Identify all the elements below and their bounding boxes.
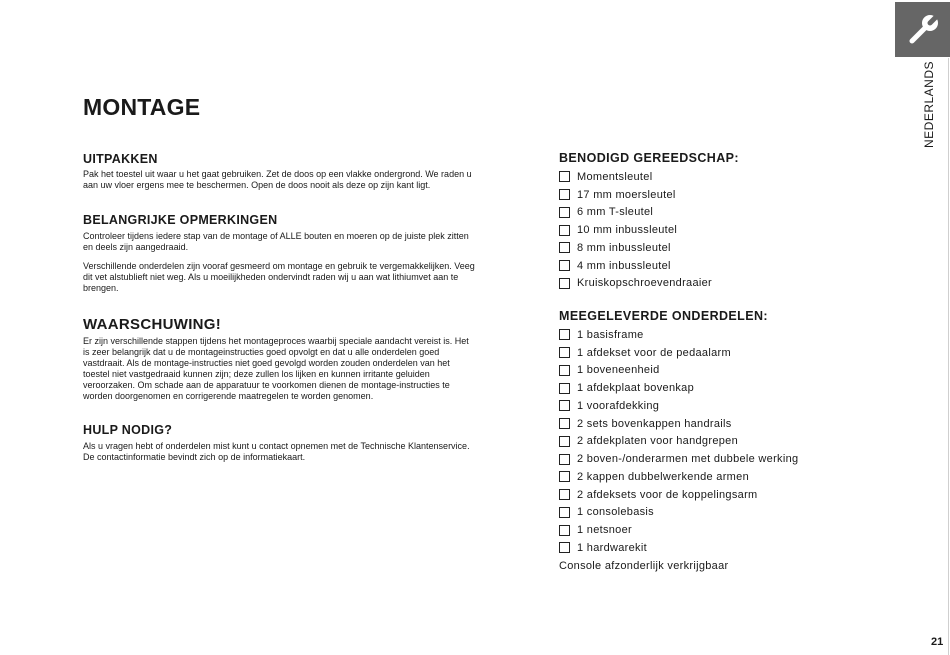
part-item [559, 468, 889, 486]
checkbox[interactable] [559, 242, 570, 253]
unpack-section [83, 152, 475, 191]
checkbox[interactable] [559, 383, 570, 394]
checkbox[interactable] [559, 418, 570, 429]
part-label: 2 sets bovenkappen handrails [577, 417, 732, 430]
tool-item [559, 186, 889, 204]
part-item [559, 450, 889, 468]
parts-note [559, 557, 889, 575]
tool-label: 4 mm inbussleutel [577, 259, 671, 272]
unpack-heading: UITPAKKEN [83, 152, 158, 166]
part-item [559, 433, 889, 451]
checkbox[interactable] [559, 207, 570, 218]
help-section [83, 423, 475, 463]
part-item [559, 326, 889, 344]
tool-label: 10 mm inbussleutel [577, 224, 678, 237]
tool-label: 17 mm moersleutel [577, 188, 676, 201]
part-label: 1 afdekplaat bovenkap [577, 382, 694, 395]
important-text-1: Controleer tijdens iedere stap van de montage of ALLE bouten en moeren op de juiste plek zitten en deels zijn aangedraaid. [83, 231, 469, 252]
checkbox[interactable] [559, 347, 570, 358]
part-item [559, 504, 889, 522]
checkbox[interactable] [559, 542, 570, 553]
checkbox[interactable] [559, 507, 570, 518]
important-text-2: Verschillende onderdelen zijn vooraf gesmeerd om montage en gebruik te vergemakkelijken. Veeg dit vet alstublieft niet weg. Als u moeilijkheden ondervindt raden wij u aan wat lithiumvet aan te brengen. [83, 261, 475, 293]
checkbox[interactable] [559, 260, 570, 271]
language-label: NEDERLANDS [922, 60, 936, 148]
tool-item [559, 275, 889, 293]
part-label: 2 kappen dubbelwerkende armen [577, 470, 749, 483]
checkbox[interactable] [559, 400, 570, 411]
checkbox[interactable] [559, 454, 570, 465]
tool-label: 6 mm T-sleutel [577, 206, 654, 219]
important-heading: BELANGRIJKE OPMERKINGEN [83, 213, 278, 227]
page-number: 21 [931, 636, 944, 648]
checkbox[interactable] [559, 329, 570, 340]
checkbox[interactable] [559, 436, 570, 447]
part-item [559, 486, 889, 504]
tools-heading: BENODIGD GEREEDSCHAP: [559, 151, 739, 165]
parts-note-text: Console afzonderlijk verkrijgbaar [559, 559, 729, 572]
warning-text: Er zijn verschillende stappen tijdens het montageproces waarbij speciale aandacht vereist is. Het is zeer belangrijk dat u de montageinstructies goed opvolgt en dat u alle onderdelen goed vastdraait. Als de montage-instructies niet goed gevolgd worden zouden onderdelen van het toestel niet vastgedraaid kunnen zijn; deze zullen los lijken en kunnen irritante geluiden veroorzaken. Om schade aan de apparatuur te voorkomen dienen de montage-instructies te worden doorgenomen en corrigerende maatregelen te worden genomen. [83, 336, 469, 401]
part-label: 1 consolebasis [577, 506, 654, 519]
part-label: 1 basisframe [577, 328, 644, 341]
language-tab [895, 2, 950, 57]
checkbox[interactable] [559, 225, 570, 236]
part-label: 1 netsnoer [577, 524, 632, 537]
checkbox[interactable] [559, 471, 570, 482]
wrench-icon [903, 10, 943, 50]
help-text: Als u vragen hebt of onderdelen mist kunt u contact opnemen met de Technische Klantenservice. De contactinformatie bevindt zich op de informatiekaart. [83, 441, 470, 462]
part-label: 2 afdekplaten voor handgrepen [577, 435, 738, 448]
tools-section [559, 151, 889, 292]
tool-item [559, 257, 889, 275]
page-title: MONTAGE [83, 94, 201, 120]
part-item [559, 521, 889, 539]
checkbox[interactable] [559, 189, 570, 200]
warning-heading: WAARSCHUWING! [83, 316, 222, 333]
checkbox[interactable] [559, 171, 570, 182]
help-heading: HULP NODIG? [83, 423, 173, 437]
tool-item [559, 221, 889, 239]
warning-section [83, 316, 475, 402]
part-item [559, 539, 889, 557]
tool-item [559, 204, 889, 222]
parts-heading: MEEGELEVERDE ONDERDELEN: [559, 309, 768, 323]
tool-label: Momentsleutel [577, 170, 653, 183]
parts-list [559, 326, 889, 575]
part-label: 1 boveneenheid [577, 364, 660, 377]
part-item [559, 344, 889, 362]
part-label: 1 hardwarekit [577, 541, 647, 554]
checkbox[interactable] [559, 365, 570, 376]
part-label: 1 afdekset voor de pedaalarm [577, 346, 731, 359]
part-item [559, 415, 889, 433]
margin-line [948, 58, 949, 655]
tool-label: Kruiskopschroevendraaier [577, 277, 712, 290]
tools-list [559, 168, 889, 292]
part-label: 1 voorafdekking [577, 399, 660, 412]
checkbox[interactable] [559, 278, 570, 289]
tool-item [559, 168, 889, 186]
tool-item [559, 239, 889, 257]
parts-section [559, 309, 889, 575]
unpack-text: Pak het toestel uit waar u het gaat gebruiken. Zet de doos op een vlakke ondergrond. We raden u aan uw vloer ergens mee te beschermen. Open de doos nooit als deze op zijn kant ligt. [83, 169, 472, 190]
part-label: 2 afdeksets voor de koppelingsarm [577, 488, 758, 501]
checkbox[interactable] [559, 489, 570, 500]
tool-label: 8 mm inbussleutel [577, 241, 671, 254]
part-label: 2 boven-/onderarmen met dubbele werking [577, 453, 799, 466]
checkbox[interactable] [559, 525, 570, 536]
part-item [559, 379, 889, 397]
important-section [83, 213, 475, 294]
part-item [559, 362, 889, 380]
part-item [559, 397, 889, 415]
